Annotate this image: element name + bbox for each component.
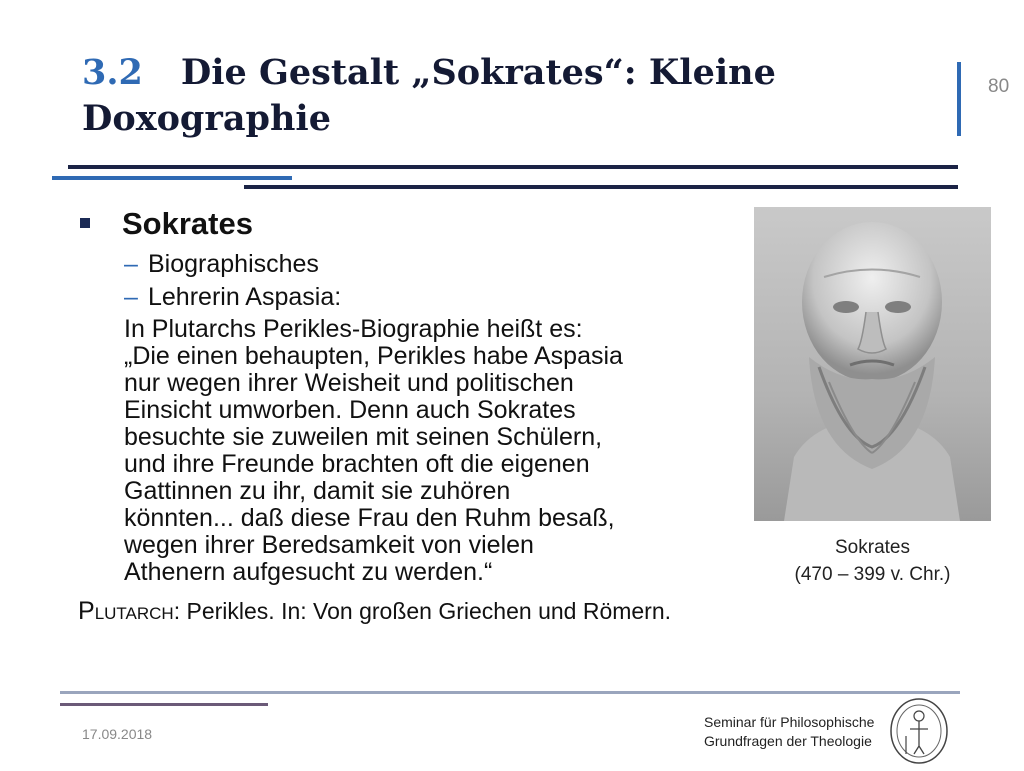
- sub-item-label: Biographisches: [148, 250, 319, 278]
- quote-line: wegen ihrer Beredsamkeit von vielen: [124, 531, 534, 559]
- footer-rule-accent: [60, 703, 268, 706]
- plutarch-quote: [78, 316, 758, 586]
- source-citation: [78, 596, 758, 629]
- title-line-2: Doxographie: [82, 98, 331, 139]
- org-line-1: Seminar für Philosophische: [704, 714, 875, 730]
- source-text: : Perikles. In: Von großen Griechen und Römern.: [173, 598, 672, 624]
- bullet-item: [78, 204, 758, 244]
- slide-title: [82, 50, 942, 142]
- source-author-rest: LUTARCH: [94, 604, 174, 623]
- section-number: 3.2: [82, 52, 143, 93]
- header-rule-blue-left: [52, 176, 292, 180]
- sub-item-aspasia: [78, 281, 758, 314]
- quote-line: nur wegen ihrer Weisheit und politischen: [124, 369, 574, 397]
- image-caption: [754, 534, 991, 588]
- title-line-1: Die Gestalt „Sokrates“: Kleine: [180, 52, 776, 93]
- footer-date: 17.09.2018: [82, 726, 153, 742]
- bullet-label: Sokrates: [122, 206, 253, 241]
- quote-line: In Plutarchs Perikles-Biographie heißt es:: [124, 315, 583, 343]
- page-number-divider: [957, 62, 961, 136]
- source-author-initial: P: [78, 597, 95, 625]
- dash-icon: –: [124, 283, 138, 311]
- university-seal-logo: [884, 696, 954, 766]
- caption-name: Sokrates: [835, 537, 910, 558]
- quote-line: Athenern aufgesucht zu werden.“: [124, 558, 493, 586]
- footer-organization: [704, 713, 874, 751]
- quote-line: könnten... daß diese Frau den Ruhm besaß,: [124, 504, 615, 532]
- sub-item-biographisches: [78, 248, 758, 281]
- header-rule-navy: [68, 165, 958, 169]
- quote-line: besuchte sie zuweilen mit seinen Schülern,: [124, 423, 603, 451]
- quote-line: Einsicht umworben. Denn auch Sokrates: [124, 396, 576, 424]
- seal-icon: [884, 696, 954, 766]
- socrates-bust-image: [754, 207, 991, 521]
- square-bullet-icon: [80, 218, 90, 228]
- footer-rule: [60, 691, 960, 694]
- bust-illustration: [754, 207, 991, 521]
- sub-item-label: Lehrerin Aspasia:: [148, 283, 342, 311]
- caption-dates: (470 – 399 v. Chr.): [794, 564, 951, 585]
- header-rule-navy-right: [244, 185, 958, 189]
- dash-icon: –: [124, 250, 138, 278]
- quote-line: „Die einen behaupten, Perikles habe Aspasia: [124, 342, 623, 370]
- slide-content: [78, 204, 758, 629]
- quote-line: und ihre Freunde brachten oft die eigenen: [124, 450, 590, 478]
- quote-line: Gattinnen zu ihr, damit sie zuhören: [124, 477, 511, 505]
- page-number: 80: [988, 76, 1010, 97]
- org-line-2: Grundfragen der Theologie: [704, 733, 872, 749]
